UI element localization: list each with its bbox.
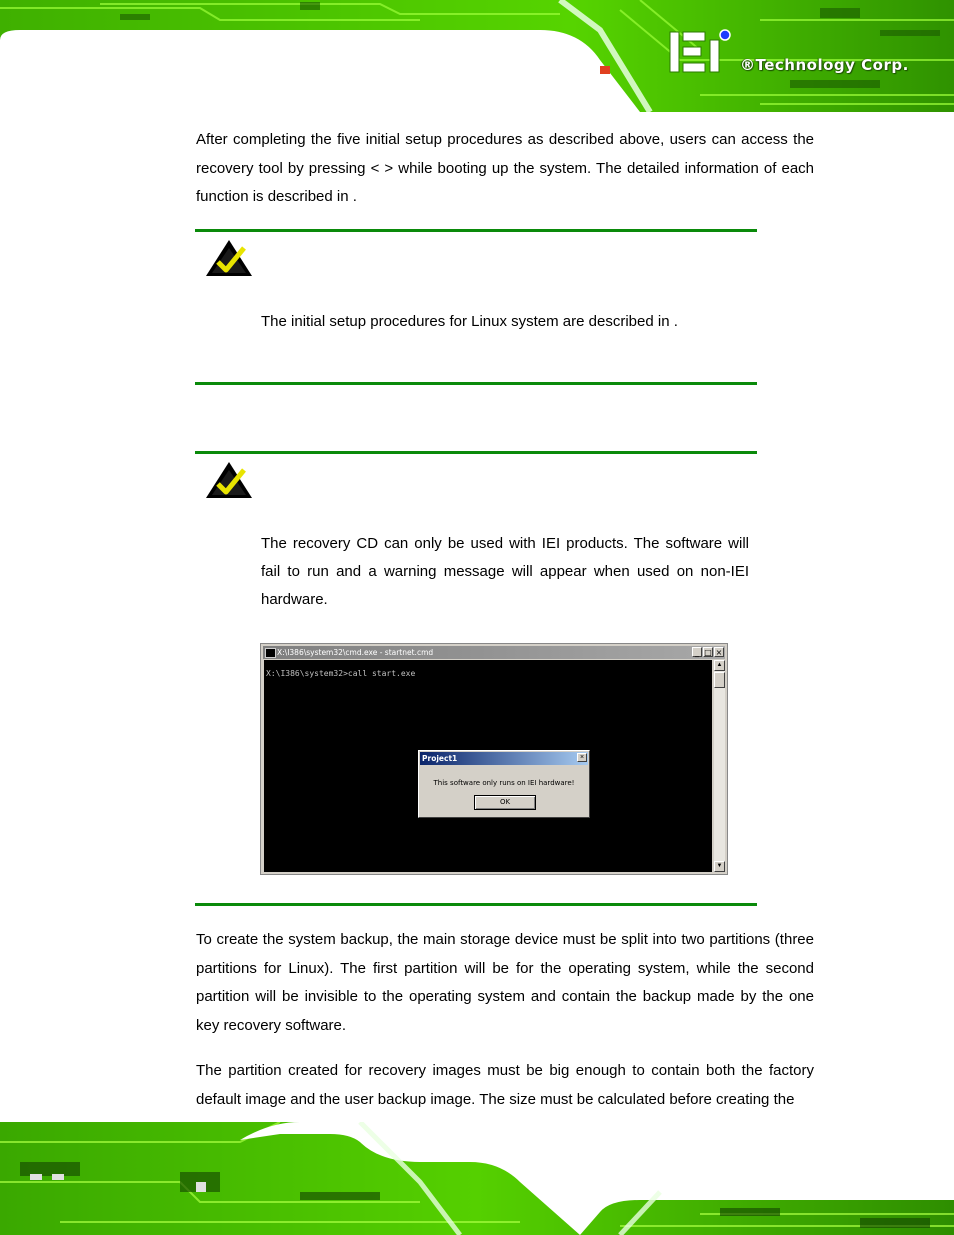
paragraph-partition-split: To create the system backup, the main storage device must be split into two partitions (three partitions for Linux). The first partition will be for the operating system, while the second partition will be invisible to the operating system and contain the backup made by the one key recovery software.	[196, 931, 814, 1034]
close-icon: ×	[715, 648, 723, 657]
warning-dialog	[418, 750, 590, 818]
scroll-down-icon: ▼	[714, 861, 725, 872]
header-circuit-banner	[0, 0, 954, 112]
scroll-thumb	[714, 672, 725, 688]
note-top-rule	[195, 229, 757, 232]
note-iei-products-only: The recovery CD can only be used with IEI products. The software will fail to run and a warning message will appear when used on non-IEI hardware.	[261, 535, 749, 608]
dialog-message: This software only runs on IEI hardware!	[433, 779, 575, 787]
note-bottom-rule	[195, 382, 757, 385]
note-checkmark-icon	[204, 238, 254, 278]
dialog-ok-button: OK	[474, 795, 536, 810]
minimize-icon: _	[692, 647, 702, 657]
paragraph-recovery-access: After completing the five initial setup procedures as described above, users can access the recovery tool by pressing < > while booting up the system. The detailed information of each function is described in .	[196, 131, 814, 205]
note-linux-setup: The initial setup procedures for Linux system are described in .	[261, 313, 678, 330]
company-logo-text: ®Technology Corp.	[740, 56, 909, 74]
note-top-rule	[195, 451, 757, 454]
iei-logo-icon	[668, 28, 738, 83]
cmd-console	[264, 660, 712, 872]
paragraph-partition-size: The partition created for recovery images must be big enough to contain both the factory default image and the user backup image. The size must be calculated before creating the	[196, 1062, 814, 1108]
dialog-close-icon: ×	[577, 753, 587, 762]
cmd-window-title: X:\I386\system32\cmd.exe - startnet.cmd _ □ ×	[263, 646, 725, 659]
note-checkmark-icon	[204, 460, 254, 500]
cmd-window-screenshot	[260, 643, 728, 875]
maximize-icon: □	[704, 648, 712, 657]
scroll-up-icon: ▲	[714, 660, 725, 671]
cmd-icon	[265, 648, 276, 658]
dialog-title: Project1	[420, 752, 588, 765]
console-command-line: X:\I386\system32>call start.exe	[266, 669, 416, 678]
circuit-board-graphic	[0, 1122, 954, 1235]
footer-circuit-banner	[0, 1122, 954, 1235]
note-bottom-rule	[195, 903, 757, 906]
cmd-scrollbar	[714, 660, 725, 872]
